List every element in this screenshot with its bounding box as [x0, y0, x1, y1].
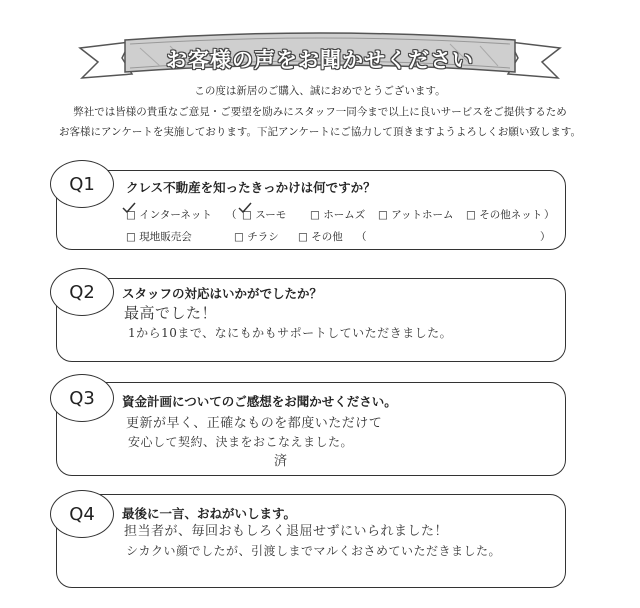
option-open-house[interactable]: □ 現地販売会 — [126, 231, 192, 243]
paren-close-2: ） — [540, 231, 551, 243]
question-3-answer-line-2: 安心して契約、決まをおこなえました。 — [128, 435, 354, 449]
question-3-answer-line-1: 更新が早く、正確なものを都度いただけて — [126, 416, 383, 431]
question-4-title: 最後に一言、おねがいします。 — [122, 506, 297, 521]
option-other-net[interactable]: □ その他ネット — [466, 209, 543, 221]
banner-title: お客様の声をお聞かせください — [166, 48, 474, 72]
question-3-answer-insert: 済 — [274, 454, 288, 469]
option-internet[interactable]: □ インターネット — [126, 209, 212, 221]
question-4-answer-line-1: 担当者が、毎回おもしろく退屈せずにいられました！ — [124, 524, 449, 539]
checkmark-icon — [122, 202, 136, 214]
question-2-badge: Q2 — [50, 268, 114, 316]
question-2-answer-line-1: 最高でした！ — [124, 304, 218, 322]
option-homes[interactable]: □ ホームズ — [310, 209, 366, 221]
question-3-badge: Q3 — [50, 374, 114, 422]
question-1-title: クレス不動産を知ったきっかけは何ですか？ — [126, 180, 376, 195]
paren-open-2: （ — [356, 231, 367, 243]
paren-close-1: ） — [544, 209, 555, 221]
intro-line-2: 弊社では皆様の貴重なご意見・ご要望を励みにスタッフ一同今まで以上に良いサービスをご提供するため — [73, 106, 567, 118]
option-other[interactable]: □ その他 — [298, 231, 343, 243]
intro-line-3: お客様にアンケートを実施しております。下記アンケートにご協力して頂きますようよろしくお願い致します。 — [58, 126, 582, 138]
question-2-title: スタッフの対応はいかがでしたか？ — [122, 286, 323, 301]
option-suumo[interactable]: □ スーモ — [242, 209, 287, 221]
option-athome[interactable]: □ アットホーム — [378, 209, 454, 221]
option-flyer[interactable]: □ チラシ — [234, 231, 279, 243]
checkmark-icon — [238, 202, 252, 214]
title-banner — [70, 28, 570, 90]
question-3-title: 資金計画についてのご感想をお聞かせください。 — [122, 394, 397, 409]
question-2-answer-line-2: 1から10まで、なにもかもサポートしていただきました。 — [128, 326, 453, 340]
paren-open-1: （ — [226, 209, 237, 221]
intro-line-1: この度は新居のご購入、誠におめでとうございます。 — [194, 85, 446, 97]
question-1-badge: Q1 — [50, 160, 114, 208]
question-4-badge: Q4 — [50, 490, 114, 538]
question-4-answer-line-2: シカクい顔でしたが、引渡しまでマルくおさめていただきました。 — [126, 544, 502, 558]
